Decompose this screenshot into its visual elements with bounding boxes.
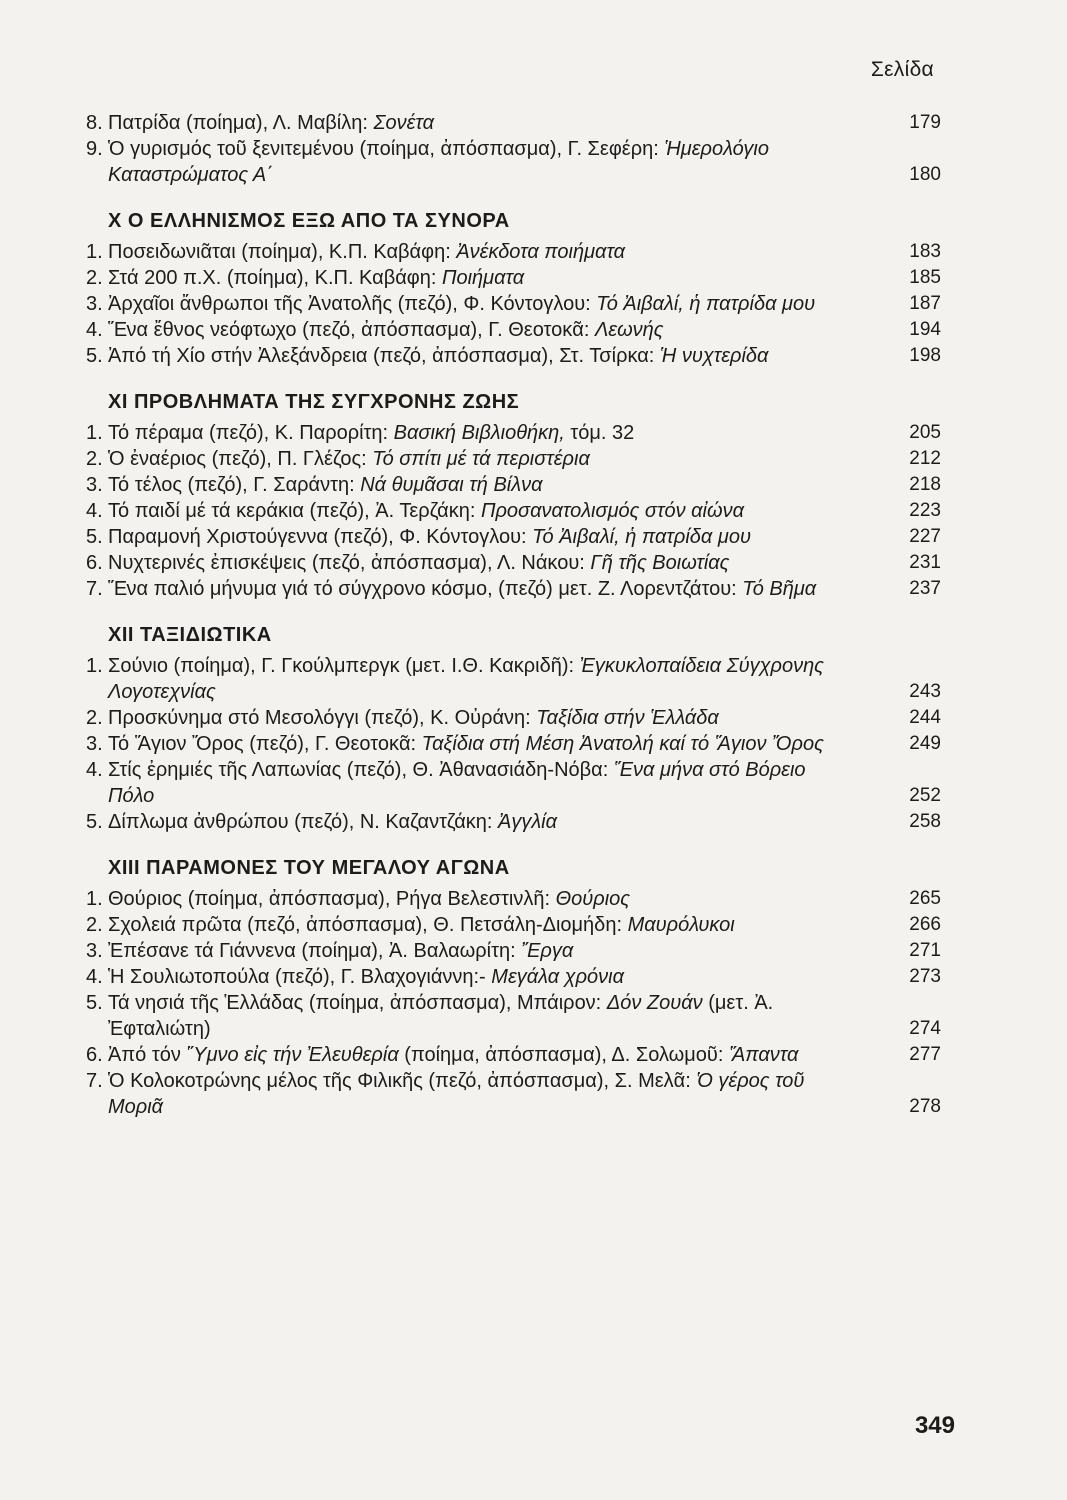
entry-source: Βασική Βιβλιοθήκη,: [393, 422, 565, 444]
entry-title: [108, 757, 891, 809]
entry-source: Ταξίδια στήν Ἑλλάδα: [536, 707, 719, 729]
entry-description: Τό παιδί μέ τά κεράκια (πεζό), Ἀ. Τερζάκη:: [108, 500, 481, 522]
entry-page-number: 231: [909, 552, 941, 573]
entry-number: 3.: [86, 733, 103, 755]
entry-title: [108, 239, 891, 265]
entry-title: [108, 524, 891, 550]
entry-source: Ἅπαντα: [728, 1044, 799, 1066]
toc-entry: [86, 576, 941, 602]
entry-title: [108, 291, 891, 317]
table-of-contents: [86, 110, 941, 1120]
entry-title: [108, 317, 891, 343]
entry-number: 4.: [86, 966, 103, 988]
entry-source: Δόν Ζουάν: [606, 992, 703, 1014]
toc-entry: [86, 524, 941, 550]
toc-entry: [86, 653, 941, 705]
entry-title: [108, 912, 891, 938]
entry-page-number: 218: [909, 474, 941, 495]
entry-description: Ἀπό τόν: [108, 1044, 187, 1066]
entry-title: [108, 1042, 891, 1068]
entry-page-number: 223: [909, 500, 941, 521]
entry-description: Τά νησιά τῆς Ἑλλάδας (ποίημα, ἀπόσπασμα), Μπάιρον:: [108, 992, 607, 1014]
entry-page-number: 227: [909, 526, 941, 547]
entry-description: Ἡ Σουλιωτοπούλα (πεζό), Γ. Βλαχογιάννη:-: [108, 966, 492, 988]
entry-page-number: 205: [909, 422, 941, 443]
toc-entry: [86, 964, 941, 990]
section-title: XIII ΠΑΡΑΜΟΝΕΣ ΤΟΥ ΜΕΓΑΛΟΥ ΑΓΩΝΑ: [108, 857, 510, 879]
entry-page-number: 185: [909, 267, 941, 288]
entry-title: [108, 472, 891, 498]
entry-description: Ἀπό τή Χίο στήν Ἀλεξάνδρεια (πεζό, ἀπόσπασμα), Στ. Τσίρκα:: [108, 345, 660, 367]
entry-source: Ἡμερολόγιο Καταστρώματος Α΄: [108, 138, 769, 186]
entry-source: Ἕνα μήνα στό Βόρειο Πόλο: [108, 759, 806, 807]
entry-title: [108, 550, 891, 576]
entry-title: [108, 886, 891, 912]
entry-tail: τόμ. 32: [564, 422, 635, 444]
entry-description: Ἐπέσανε τά Γιάννενα (ποίημα), Ἀ. Βαλαωρίτη:: [108, 940, 522, 962]
entry-source: Μεγάλα χρόνια: [491, 966, 625, 988]
entry-description: Δίπλωμα ἀνθρώπου (πεζό), Ν. Καζαντζάκη:: [108, 811, 498, 833]
entry-number: 3.: [86, 940, 103, 962]
entry-title: [108, 1068, 891, 1120]
entry-title: [108, 136, 891, 188]
entry-number: 6.: [86, 552, 103, 574]
entry-description: Προσκύνημα στό Μεσολόγγι (πεζό), Κ. Οὐράνη:: [108, 707, 537, 729]
entry-number: 5.: [86, 992, 103, 1014]
entry-title: [108, 990, 891, 1042]
entry-description: Ποσειδωνιᾶται (ποίημα), Κ.Π. Καβάφη:: [108, 241, 457, 263]
page-number: 349: [914, 1412, 955, 1439]
entry-page-number: 183: [909, 241, 941, 262]
entry-page-number: 180: [909, 164, 941, 185]
entry-number: 2.: [86, 914, 103, 936]
toc-entry: [86, 446, 941, 472]
entry-page-number: 252: [909, 785, 941, 806]
entry-source: Ἐγκυκλοπαίδεια Σύγχρονης Λογοτεχνίας: [108, 655, 824, 703]
entry-description: Ἕνα παλιό μήνυμα γιά τό σύγχρονο κόσμο, (πεζό) μετ. Ζ. Λορεντζάτου:: [108, 578, 743, 600]
entry-source: Ἡ νυχτερίδα: [659, 345, 769, 367]
entry-title: [108, 446, 891, 472]
entry-description: Ὁ γυρισμός τοῦ ξενιτεμένου (ποίημα, ἀπόσπασμα), Γ. Σεφέρη:: [108, 138, 665, 160]
entry-title: [108, 705, 891, 731]
entry-source: Τό Ἀιβαλί, ἡ πατρίδα μου: [532, 526, 751, 548]
entry-page-number: 249: [909, 733, 941, 754]
entry-source: Μαυρόλυκοι: [627, 914, 735, 936]
entry-source: Ἔργα: [521, 940, 574, 962]
entry-description: Στίς ἐρημιές τῆς Λαπωνίας (πεζό), Θ. Ἀθανασιάδη-Νόβα:: [108, 759, 614, 781]
entry-page-number: 244: [909, 707, 941, 728]
entry-page-number: 266: [909, 914, 941, 935]
entry-number: 4.: [86, 319, 103, 341]
toc-entry: [86, 886, 941, 912]
toc-entry: [86, 498, 941, 524]
entry-number: 3.: [86, 474, 103, 496]
entry-description: Στά 200 π.Χ. (ποίημα), Κ.Π. Καβάφη:: [108, 267, 442, 289]
entry-source: Τό Ἀιβαλί, ἡ πατρίδα μου: [596, 293, 816, 315]
entry-number: 2.: [86, 448, 103, 470]
entry-number: 2.: [86, 267, 103, 289]
entry-number: 1.: [86, 655, 103, 677]
entry-source: Ὕμνο εἰς τήν Ἐλευθερία: [186, 1044, 399, 1066]
entry-number: 7.: [86, 1070, 103, 1092]
entry-description: Θούριος (ποίημα, ἀπόσπασμα), Ρήγα Βελεστινλῆ:: [108, 888, 556, 910]
section-title: XII ΤΑΞΙΔΙΩΤΙΚΑ: [108, 624, 272, 646]
entry-page-number: 278: [909, 1096, 941, 1117]
entry-description: Τό πέραμα (πεζό), Κ. Παρορίτη:: [108, 422, 394, 444]
entry-source: Λεωνής: [594, 319, 664, 341]
entry-number: 1.: [86, 888, 103, 910]
entry-page-number: 198: [909, 345, 941, 366]
entry-title: [108, 938, 891, 964]
entry-tail: (μετ. Ἀ. Ἐφταλιώτη): [108, 992, 774, 1040]
entry-title: [108, 110, 891, 136]
entry-description: Πατρίδα (ποίημα), Λ. Μαβίλη:: [108, 112, 374, 134]
entry-title: [108, 420, 891, 446]
entry-description: Νυχτερινές ἐπισκέψεις (πεζό, ἀπόσπασμα), Λ. Νάκου:: [108, 552, 591, 574]
entry-description: Ὁ ἐναέριος (πεζό), Π. Γλέζος:: [108, 448, 373, 470]
entry-number: 5.: [86, 526, 103, 548]
entry-number: 2.: [86, 707, 103, 729]
entry-page-number: 271: [909, 940, 941, 961]
entry-page-number: 237: [909, 578, 941, 599]
entry-source: Ταξίδια στή Μέση Ἀνατολή καί τό Ἅγιον Ὄρος: [421, 733, 824, 755]
section-title: XI ΠΡΟΒΛΗΜΑΤΑ ΤΗΣ ΣΥΓΧΡΟΝΗΣ ΖΩΗΣ: [108, 391, 520, 413]
entry-description: Τό τέλος (πεζό), Γ. Σαράντη:: [108, 474, 361, 496]
toc-entry: [86, 550, 941, 576]
entry-description: Ἀρχαῖοι ἄνθρωποι τῆς Ἀνατολῆς (πεζό), Φ. Κόντογλου:: [108, 293, 597, 315]
entry-number: 1.: [86, 422, 103, 444]
entry-source: Τό σπίτι μέ τά περιστέρια: [372, 448, 590, 470]
entry-number: 4.: [86, 500, 103, 522]
page-column-header: Σελίδα: [870, 58, 934, 81]
toc-entry: [86, 912, 941, 938]
entry-description: Σχολειά πρῶτα (πεζό, ἀπόσπασμα), Θ. Πετσάλη-Διομήδη:: [108, 914, 628, 936]
entry-source: Ἀγγλία: [498, 811, 558, 833]
entry-title: [108, 731, 891, 757]
entry-page-number: 243: [909, 681, 941, 702]
entry-title: [108, 809, 891, 835]
entry-source: Τό Βῆμα: [742, 578, 817, 600]
toc-entry: [86, 990, 941, 1042]
entry-source: Σονέτα: [373, 112, 434, 134]
entry-page-number: 277: [909, 1044, 941, 1065]
entry-source: Προσανατολισμός στόν αἰώνα: [480, 500, 744, 522]
toc-entry: [86, 705, 941, 731]
entry-title: [108, 265, 891, 291]
toc-entry: [86, 291, 941, 317]
entry-page-number: 258: [909, 811, 941, 832]
section-title: X Ο ΕΛΛΗΝΙΣΜΟΣ ΕΞΩ ΑΠΟ ΤΑ ΣΥΝΟΡΑ: [108, 210, 510, 232]
entry-source: Ἀνέκδοτα ποιήματα: [456, 241, 626, 263]
toc-entry: [86, 938, 941, 964]
entry-source: Γῆ τῆς Βοιωτίας: [590, 552, 730, 574]
toc-entry: [86, 239, 941, 265]
entry-source: Ὁ γέρος τοῦ Μοριᾶ: [108, 1070, 805, 1118]
toc-entry: [86, 343, 941, 369]
toc-entry: [86, 1042, 941, 1068]
entry-title: [108, 498, 891, 524]
entry-description: Ἕνα ἔθνος νεόφτωχο (πεζό, ἀπόσπασμα), Γ. Θεοτοκᾶ:: [108, 319, 595, 341]
toc-entry: [86, 809, 941, 835]
entry-description: Ὁ Κολοκοτρώνης μέλος τῆς Φιλικῆς (πεζό, ἀπόσπασμα), Σ. Μελᾶ:: [108, 1070, 697, 1092]
entry-title: [108, 343, 891, 369]
entry-number: 5.: [86, 345, 103, 367]
toc-entry: [86, 420, 941, 446]
entry-page-number: 179: [909, 112, 941, 133]
entry-number: 8.: [86, 112, 103, 134]
entry-number: 3.: [86, 293, 103, 315]
entry-description: Σούνιο (ποίημα), Γ. Γκούλμπεργκ (μετ. Ι.Θ. Κακριδῆ):: [108, 655, 580, 677]
toc-entry: [86, 757, 941, 809]
entry-title: [108, 653, 891, 705]
entry-page-number: 187: [909, 293, 941, 314]
entry-page-number: 265: [909, 888, 941, 909]
entry-description: Παραμονή Χριστούγεννα (πεζό), Φ. Κόντογλου:: [108, 526, 533, 548]
entry-number: 5.: [86, 811, 103, 833]
entry-title: [108, 576, 891, 602]
entry-description: Τό Ἅγιον Ὄρος (πεζό), Γ. Θεοτοκᾶ:: [108, 733, 422, 755]
entry-source: Ποιήματα: [441, 267, 525, 289]
toc-entry: [86, 1068, 941, 1120]
toc-entry: [86, 110, 941, 136]
entry-page-number: 212: [909, 448, 941, 469]
entry-number: 1.: [86, 241, 103, 263]
entry-number: 7.: [86, 578, 103, 600]
toc-entry: [86, 136, 941, 188]
toc-entry: [86, 472, 941, 498]
toc-entry: [86, 265, 941, 291]
entry-number: 4.: [86, 759, 103, 781]
entry-page-number: 194: [909, 319, 941, 340]
entry-page-number: 273: [909, 966, 941, 987]
entry-number: 9.: [86, 138, 103, 160]
entry-page-number: 274: [909, 1018, 941, 1039]
entry-source: Νά θυμᾶσαι τή Βίλνα: [360, 474, 543, 496]
entry-title: [108, 964, 891, 990]
entry-tail: (ποίημα, ἀπόσπασμα), Δ. Σολωμοῦ:: [398, 1044, 729, 1066]
entry-number: 6.: [86, 1044, 103, 1066]
entry-source: Θούριος: [555, 888, 631, 910]
toc-entry: [86, 317, 941, 343]
toc-entry: [86, 731, 941, 757]
